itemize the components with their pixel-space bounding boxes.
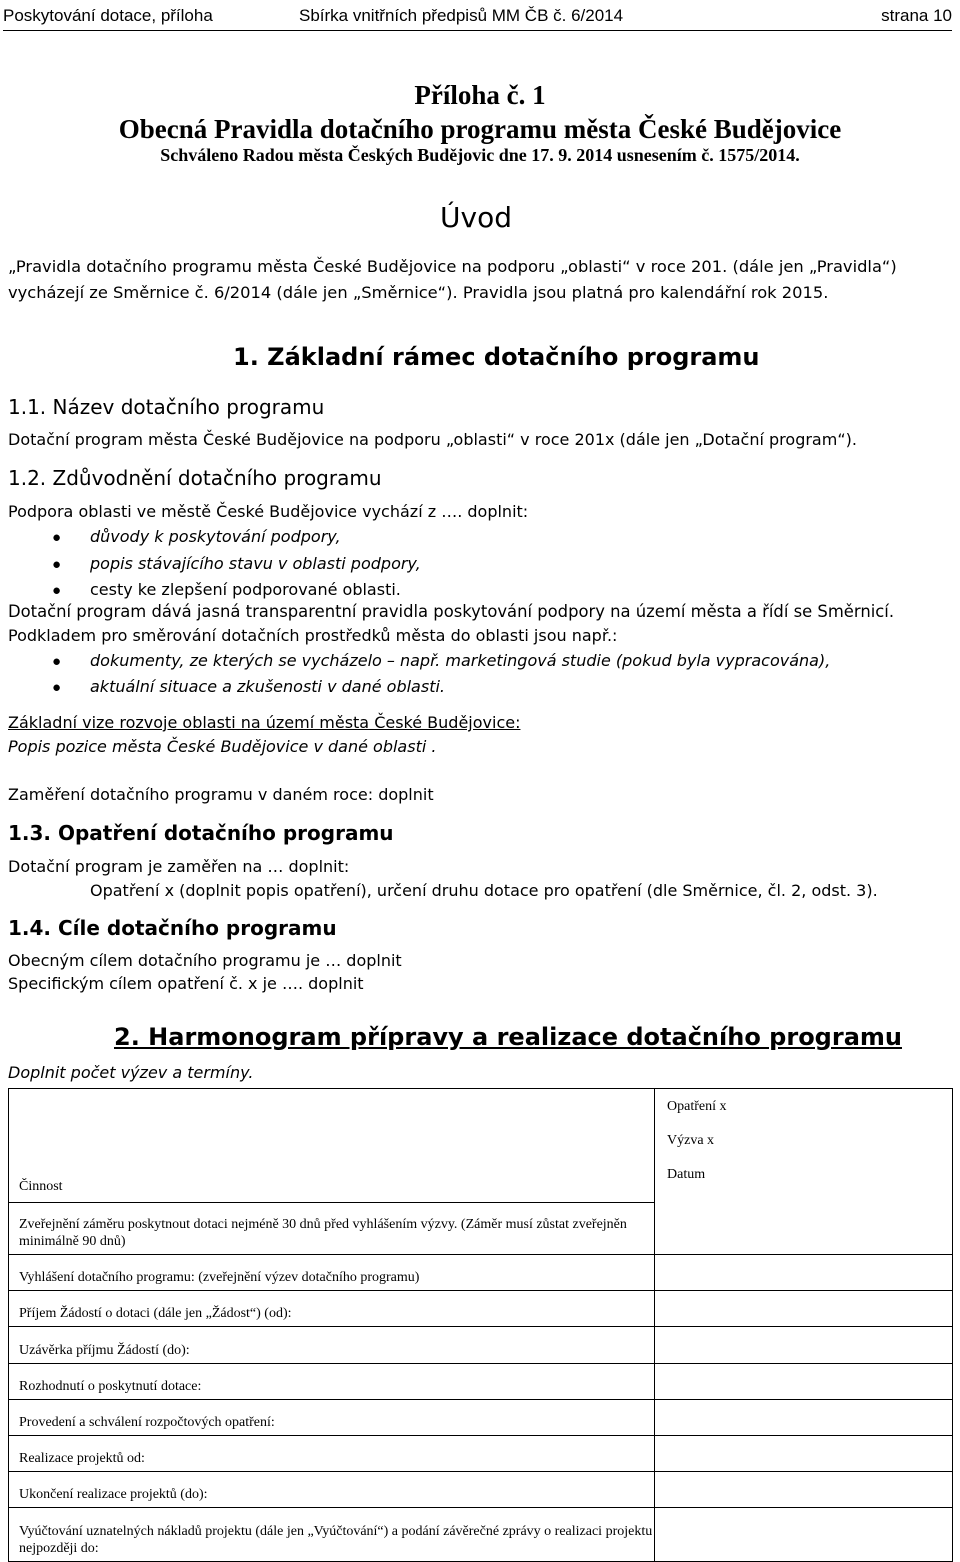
header-page-number: strana 10: [881, 6, 952, 25]
header-middle: Sbírka vnitřních předpisů MM ČB č. 6/2014: [299, 6, 624, 25]
table-cell-activity: Vyúčtování uznatelných nákladů projektu (dále jen „Vyúčtování“) a podání závěrečné zprávy o realizaci projektu nejpozději do:: [9, 1508, 655, 1562]
focus-line: Zaměření dotačního programu v daném roce: doplnit: [8, 785, 434, 804]
section-1-2-intro: Podpora oblasti ve městě České Budějovice vychází z …. doplnit:: [8, 502, 529, 521]
source-bullet-1: dokumenty, ze kterých se vycházelo – např. marketingová studie (pokud byla vypracována),: [90, 651, 831, 670]
section-1-3-line-1: Dotační program je zaměřen na … doplnit:: [8, 857, 350, 876]
table-row: [9, 1436, 953, 1472]
table-cell-activity: Příjem Žádostí o dotaci (dále jen „Žádost“) (od):: [9, 1291, 655, 1327]
table-cell-date: [655, 1436, 953, 1472]
section-1-2-heading: 1.2. Zdůvodnění dotačního programu: [8, 466, 382, 490]
table-row: [9, 1255, 953, 1291]
table-row: [9, 1400, 953, 1436]
section-1-4-heading: 1.4. Cíle dotačního programu: [8, 916, 337, 940]
section-1-4-line-2: Specifickým cílem opatření č. x je …. doplnit: [8, 974, 364, 993]
bullet-icon: ●: [52, 654, 62, 670]
reason-bullet-3: cesty ke zlepšení podporované oblasti.: [90, 580, 401, 599]
table-cell-activity: Ukončení realizace projektů (do):: [9, 1472, 655, 1508]
table-row: [9, 1472, 953, 1508]
section-1-4-line-1: Obecným cílem dotačního programu je … doplnit: [8, 951, 402, 970]
table-cell-activity: Uzávěrka příjmu Žádostí (do):: [9, 1327, 655, 1364]
document-title: Obecná Pravidla dotačního programu města České Budějovice: [118, 114, 842, 144]
reason-bullet-2: popis stávajícího stavu v oblasti podpory,: [90, 554, 421, 573]
table-row: [9, 1508, 953, 1562]
section-1-1-heading: 1.1. Název dotačního programu: [8, 395, 325, 419]
table-cell-date: [655, 1255, 953, 1291]
table-cell-date: [655, 1508, 953, 1562]
reason-bullet-1: důvody k poskytování podpory,: [90, 527, 341, 546]
table-cell-date: [655, 1327, 953, 1364]
date-label: Datum: [667, 1166, 706, 1182]
section-2-heading: 2. Harmonogram přípravy a realizace dotačního programu: [114, 1023, 902, 1051]
section-1-heading: 1. Základní rámec dotačního programu: [233, 343, 760, 371]
vision-text: Popis pozice města České Budějovice v dané oblasti .: [8, 737, 437, 756]
call-label: Výzva x: [667, 1132, 715, 1148]
vision-heading: Základní vize rozvoje oblasti na území města České Budějovice:: [8, 713, 521, 732]
table-cell-activity: Vyhlášení dotačního programu: (zveřejnění výzev dotačního programu): [9, 1255, 655, 1291]
intro-line-1: „Pravidla dotačního programu města České Budějovice na podporu „oblasti“ v roce 201. (dále jen „Pravidla“): [8, 257, 897, 276]
approval-line: Schváleno Radou města Českých Budějovic dne 17. 9. 2014 usnesením č. 1575/2014.: [160, 145, 800, 165]
section-1-3-line-2: Opatření x (doplnit popis opatření), určení druhu dotace pro opatření (dle Směrnice, čl. 2, odst. 3).: [90, 881, 878, 900]
table-cell-activity: Rozhodnutí o poskytnutí dotace:: [9, 1364, 655, 1400]
table-cell-date: [655, 1291, 953, 1327]
section-1-3-heading: 1.3. Opatření dotačního programu: [8, 821, 394, 845]
bullet-icon: ●: [52, 583, 62, 599]
table-header-row: [9, 1089, 953, 1203]
schedule-table: [8, 1088, 953, 1562]
table-cell-activity: Realizace projektů od:: [9, 1436, 655, 1472]
section-1-1-text: Dotační program města České Budějovice na podporu „oblasti“ v roce 201x (dále jen „Dotační program“).: [8, 430, 857, 449]
page-header: [3, 4, 952, 31]
annex-title: Příloha č. 1: [414, 80, 546, 110]
intro-line-2: vycházejí ze Směrnice č. 6/2014 (dále jen „Směrnice“). Pravidla jsou platná pro kalendářní rok 2015.: [8, 283, 829, 302]
date-column-header: [655, 1089, 953, 1255]
section-1-2-para-2: Podkladem pro směrování dotačních prostředků města do oblasti jsou např.:: [8, 626, 618, 645]
table-cell-activity: Zveřejnění záměru poskytnout dotaci nejméně 30 dnů před vyhlášením výzvy. (Záměr musí zůstat zveřejněn minimálně 90 dnů): [9, 1203, 655, 1255]
table-cell-date: [655, 1472, 953, 1508]
bullet-icon: ●: [52, 530, 62, 546]
measure-label: Opatření x: [667, 1099, 727, 1114]
bullet-icon: ●: [52, 680, 62, 696]
section-2-note: Doplnit počet výzev a termíny.: [8, 1063, 254, 1082]
table-row: [9, 1327, 953, 1364]
table-row: [9, 1364, 953, 1400]
table-cell-date: [655, 1400, 953, 1436]
activity-column-header: Činnost: [9, 1089, 655, 1203]
table-cell-activity: Provedení a schválení rozpočtových opatření:: [9, 1400, 655, 1436]
table-cell-date: [655, 1364, 953, 1400]
section-1-2-para-1: Dotační program dává jasná transparentní pravidla poskytování podpory na území města a řídí se Směrnicí.: [8, 602, 895, 621]
intro-heading: Úvod: [440, 201, 512, 234]
bullet-icon: ●: [52, 557, 62, 573]
header-left: Poskytování dotace, příloha: [3, 6, 213, 25]
table-row: [9, 1291, 953, 1327]
source-bullet-2: aktuální situace a zkušenosti v dané oblasti.: [90, 677, 445, 696]
